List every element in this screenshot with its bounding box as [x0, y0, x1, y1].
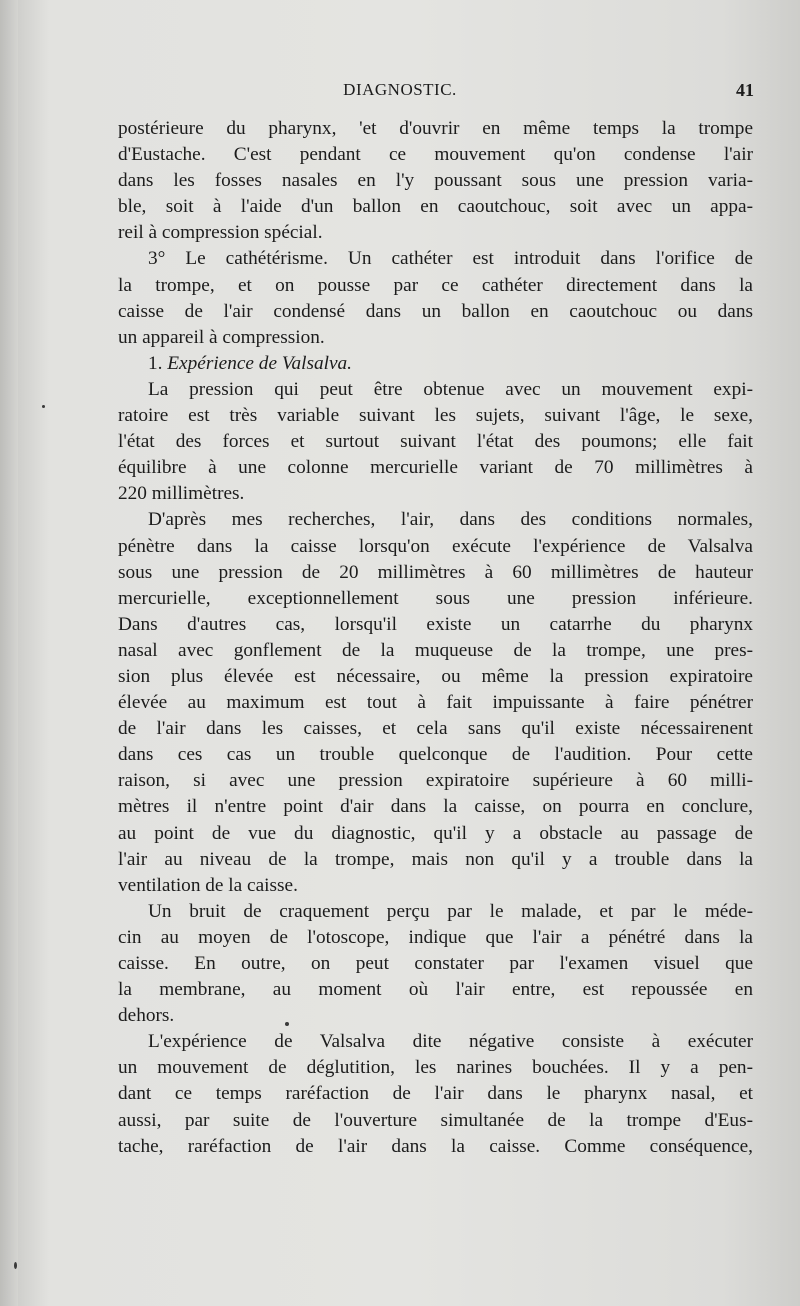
text-line: pénètre dans la caisse lorsqu'on exécute l'expérience de Valsalva: [118, 535, 753, 557]
ink-speck: [285, 1022, 289, 1026]
text-line: Un bruit de craquement perçu par le malade, et par le méde-: [148, 900, 753, 922]
text-line: élevée au maximum est tout à fait impuissante à faire pénétrer: [118, 692, 753, 714]
text-line: équilibre à une colonne mercurielle variant de 70 millimètres à: [118, 457, 753, 479]
text-line: Dans d'autres cas, lorsqu'il existe un catarrhe du pharynx: [118, 613, 753, 635]
text-line: mercurielle, exceptionnellement sous une pression inférieure.: [118, 587, 753, 609]
text-line: la membrane, au moment où l'air entre, est repoussée en: [118, 979, 753, 1001]
text-line: D'après mes recherches, l'air, dans des conditions normales,: [148, 509, 753, 531]
running-head: [0, 78, 800, 102]
text-line: au point de vue du diagnostic, qu'il y a obstacle au passage de: [118, 822, 753, 844]
text-line: caisse. En outre, on peut constater par l'examen visuel que: [118, 953, 753, 974]
text-line: dans ces cas un trouble quelconque de l'audition. Pour cette: [118, 744, 753, 766]
text-line: L'expérience de Valsalva dite négative consiste à exécuter: [148, 1031, 753, 1053]
text-line: un mouvement de déglutition, les narines bouchées. Il y a pen-: [118, 1057, 753, 1079]
text-line: dant ce temps raréfaction de l'air dans le pharynx nasal, et: [118, 1083, 753, 1105]
section-number: 1.: [148, 352, 168, 374]
text-line: ventilation de la caisse.: [118, 874, 298, 896]
text-line: postérieure du pharynx, 'et d'ouvrir en même temps la trompe: [118, 118, 753, 139]
page-number: 41: [736, 80, 754, 100]
text-line: [118, 351, 753, 377]
text-line: mètres il n'entre point d'air dans la caisse, on pourra en conclure,: [118, 796, 753, 818]
text-line: ble, soit à l'aide d'un ballon en caoutchouc, soit avec un appa-: [118, 196, 753, 218]
body-text: [118, 116, 753, 1160]
text-line: tache, raréfaction de l'air dans la caisse. Comme conséquence,: [118, 1135, 753, 1157]
text-line: un appareil à compression.: [118, 326, 325, 348]
text-line: 220 millimètres.: [118, 483, 245, 505]
text-line: caisse de l'air condensé dans un ballon en caoutchouc ou dans: [118, 300, 753, 322]
text-line: dehors.: [118, 1005, 175, 1027]
text-line: nasal avec gonflement de la muqueuse de la trompe, une pres-: [118, 639, 753, 661]
text-line: d'Eustache. C'est pendant ce mouvement qu'on condense l'air: [118, 144, 753, 166]
text-line: raison, si avec une pression expiratoire supérieure à 60 milli-: [118, 770, 753, 792]
text-line: sion plus élevée est nécessaire, ou même la pression expiratoire: [118, 665, 753, 687]
text-line: La pression qui peut être obtenue avec un mouvement expi-: [148, 378, 753, 400]
text-line: la trompe, et on pousse par ce cathéter directement dans la: [118, 274, 753, 296]
running-title: DIAGNOSTIC.: [343, 80, 457, 99]
page-gutter-shadow: [0, 0, 18, 1306]
text-line: sous une pression de 20 millimètres à 60 millimètres de hauteur: [118, 561, 753, 583]
text-line: aussi, par suite de l'ouverture simultanée de la trompe d'Eus-: [118, 1109, 753, 1131]
ink-speck: [42, 405, 45, 408]
text-line: ratoire est très variable suivant les sujets, suivant l'âge, le sexe,: [118, 405, 753, 427]
ink-speck: [14, 1262, 17, 1269]
text-line: 3° Le cathétérisme. Un cathéter est introduit dans l'orifice de: [148, 248, 753, 270]
section-heading: Expérience de Valsalva.: [167, 352, 352, 374]
text-line: de l'air dans les caisses, et cela sans qu'il existe nécessairenent: [118, 718, 753, 740]
text-line: reil à compression spécial.: [118, 222, 323, 244]
text-line: dans les fosses nasales en l'y poussant sous une pression varia-: [118, 170, 753, 192]
text-line: l'état des forces et surtout suivant l'état des poumons; elle fait: [118, 431, 753, 453]
text-line: cin au moyen de l'otoscope, indique que l'air a pénétré dans la: [118, 926, 753, 948]
text-line: l'air au niveau de la trompe, mais non qu'il y a trouble dans la: [118, 848, 753, 870]
